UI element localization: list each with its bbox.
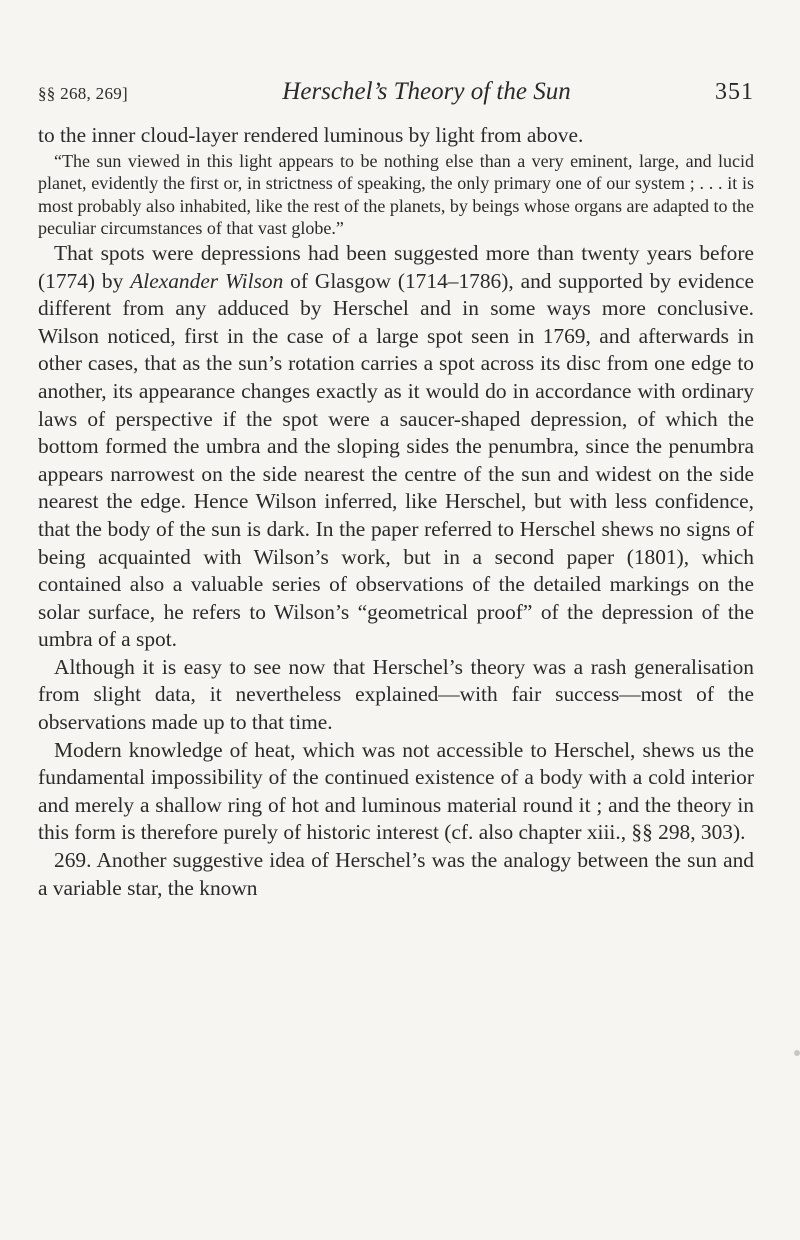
paragraph-generalisation: Although it is easy to see now that Herschel’s theory was a rash generalisation from slight data, it nevertheless explained—with fair success—most of the observations made up to that time. <box>38 654 754 735</box>
chapter-title: Herschel’s Theory of the Sun <box>282 78 571 105</box>
quotation: “The sun viewed in this light appears to be nothing else than a very eminent, large, and lucid planet, evidently the first or, in strictness of speaking, the only primary one of our system ; . . . it is most probably also inhabited, like the rest of the planets, by beings whose organs are adapted to the peculiar circumstances of that vast globe.” <box>38 150 754 239</box>
paragraph-wilson <box>38 240 754 654</box>
book-page <box>38 78 754 902</box>
paragraph-section-269: 269. Another suggestive idea of Herschel’s was the analogy between the sun and a variable star, the known <box>38 848 754 900</box>
running-head <box>38 78 754 120</box>
page-speck <box>794 1050 800 1056</box>
paragraph-text: of Glasgow (1714–1786), and supported by evidence different from any adduced by Herschel and in some ways more conclusive. Wilson noticed, first in the case of a large spot seen in 1769, and afterwards in other cases, that as the sun’s rotation carries a spot across its disc from one edge to another, its appearance changes exactly as it would do in accordance with ordinary laws of perspective if the spot were a saucer-shaped depression, of which the bottom formed the umbra and the sloping sides the penumbra, since the penumbra appears narrowest on the side nearest the centre of the sun and widest on the side nearest the edge. Hence Wilson inferred, like Herschel, but with less confidence, that the body of the sun is dark. In the paper referred to Herschel shews no signs of being acquainted with Wilson’s work, but in a second paper (1801), which contained also a valuable series of observations of the detailed markings on the solar surface, he refers to Wilson’s “geometrical proof” of the depression of the umbra of a spot. <box>38 268 754 652</box>
section-reference: §§ 268, 269] <box>38 84 129 103</box>
paragraph-modern-knowledge: Modern knowledge of heat, which was not accessible to Herschel, shews us the fundamental impossibility of the continued existence of a body with a cold interior and merely a shallow ring of hot and luminous material round it ; and the theory in this form is therefore purely of historic interest (cf. also chapter xiii., §§ 298, 303). <box>38 737 754 845</box>
paragraph-text: That spots were depressions had been suggested more than twenty years before (1774) by <box>38 240 754 293</box>
paragraph-continuation: to the inner cloud-layer rendered luminous by light from above. <box>38 123 584 147</box>
person-name: Alexander Wilson <box>130 268 284 293</box>
page-number: 351 <box>715 79 754 105</box>
